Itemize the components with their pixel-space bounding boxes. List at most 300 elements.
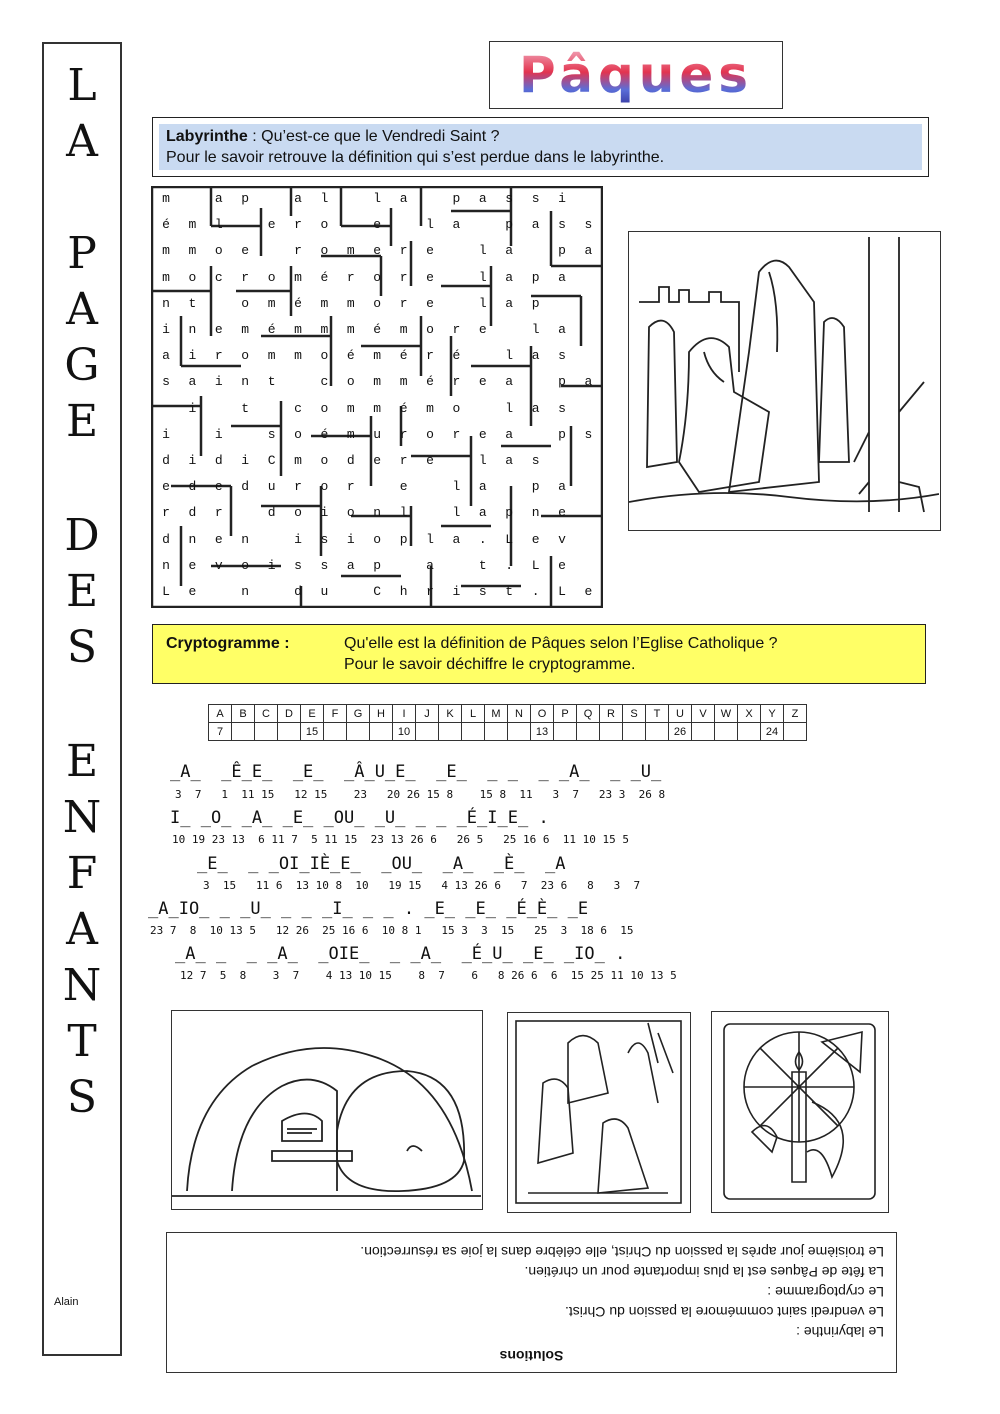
maze-letter: l xyxy=(478,295,487,311)
maze-letter: p xyxy=(399,531,408,547)
maze-letter: p xyxy=(558,243,566,259)
key-letter-cell: H xyxy=(370,705,393,723)
maze-letter: a xyxy=(399,191,408,206)
illustration-women-at-tomb xyxy=(507,1012,691,1213)
maze-letter: a xyxy=(452,531,461,547)
maze-letter: a xyxy=(505,374,514,390)
crypto-line-1-numbers: 3 7 1 11 15 12 15 23 20 26 15 8 15 8 11 3 7 23 3 26 8 xyxy=(175,788,666,801)
maze-letter: m xyxy=(267,295,276,311)
maze-letter: s xyxy=(584,217,593,233)
key-number-cell[interactable] xyxy=(485,723,508,741)
sidebar-letter: L xyxy=(67,60,97,111)
maze-letter: c xyxy=(320,374,329,390)
maze-letter: é xyxy=(399,400,408,416)
maze-letter: p xyxy=(452,191,461,206)
maze-letter: e xyxy=(558,505,566,521)
maze-letter: m xyxy=(320,295,329,311)
maze-letter: o xyxy=(241,557,250,573)
maze-letter: e xyxy=(373,217,382,233)
maze-letter: m xyxy=(294,348,302,364)
maze-letter: r xyxy=(399,426,408,442)
maze-letter: m xyxy=(241,322,250,337)
maze-letter: e xyxy=(399,479,408,495)
author-name: Alain xyxy=(54,1296,79,1308)
sidebar-letter: P xyxy=(67,228,97,279)
key-letter-cell: N xyxy=(508,705,531,723)
maze-letter: r xyxy=(426,584,434,599)
key-numbers-row xyxy=(209,723,807,741)
maze-letter: m xyxy=(162,243,170,259)
maze-letter: a xyxy=(452,217,461,233)
page-title-box xyxy=(489,41,783,109)
key-letter-cell: G xyxy=(347,705,370,723)
key-number-cell[interactable]: 13 xyxy=(531,723,554,741)
key-letter-cell: T xyxy=(646,705,669,723)
maze-letter: e xyxy=(426,453,434,468)
key-number-cell[interactable] xyxy=(439,723,462,741)
solutions-title: Solutions xyxy=(499,1348,564,1364)
maze-letter: m xyxy=(294,453,302,468)
maze-letter: m xyxy=(346,426,355,442)
key-number-cell[interactable] xyxy=(232,723,255,741)
maze-letter: a xyxy=(584,374,593,390)
maze-letter: n xyxy=(241,374,250,390)
maze-letter: p xyxy=(373,557,382,573)
maze-letter: a xyxy=(505,426,514,442)
maze-letter: s xyxy=(531,453,540,468)
maze-letter: l xyxy=(478,243,487,259)
maze-letter: d xyxy=(214,453,223,468)
maze-letter: é xyxy=(399,348,408,364)
key-letter-cell: Y xyxy=(761,705,784,723)
maze-letter: i xyxy=(241,453,250,468)
maze-letter: l xyxy=(452,505,461,521)
maze-letter: é xyxy=(452,348,461,364)
key-number-cell[interactable] xyxy=(370,723,393,741)
maze-letter: m xyxy=(294,322,302,337)
maze-letter: n xyxy=(241,584,250,599)
maze-letter: e xyxy=(267,217,276,233)
maze-letter: d xyxy=(267,505,276,521)
maze-letter: m xyxy=(188,217,197,233)
key-number-cell[interactable] xyxy=(715,723,738,741)
maze-letter: a xyxy=(558,479,566,495)
maze-letter: o xyxy=(426,426,434,442)
sidebar-letter: A xyxy=(66,116,98,167)
maze-letter: p xyxy=(505,505,514,521)
maze-letter: r xyxy=(294,479,302,495)
key-letter-cell: J xyxy=(416,705,439,723)
key-number-cell[interactable] xyxy=(623,723,646,741)
maze-letter: r xyxy=(294,217,302,233)
maze-letter: o xyxy=(320,243,329,259)
crypto-line-3-numbers: 3 15 11 6 13 10 8 10 19 15 4 13 26 6 7 23 6 8 3 7 xyxy=(203,879,641,892)
maze-letter: i xyxy=(558,191,566,206)
maze-letter: o xyxy=(373,531,382,547)
key-number-cell[interactable] xyxy=(784,723,807,741)
maze-letter: a xyxy=(478,191,487,206)
maze-letter: e xyxy=(531,531,540,547)
sidebar-letter: G xyxy=(64,340,100,391)
maze-letter: é xyxy=(294,295,302,311)
maze-letter: m xyxy=(346,243,355,259)
maze-letter: a xyxy=(558,322,566,337)
solution-line: La fête de Pâques est la plus importante pour un chrétien. xyxy=(524,1264,884,1280)
key-number-cell[interactable] xyxy=(508,723,531,741)
labyrinth-header xyxy=(152,117,929,177)
maze-letter: r xyxy=(294,243,302,259)
key-number-cell[interactable]: 10 xyxy=(393,723,416,741)
maze-letter: r xyxy=(426,348,434,364)
key-letter-cell: C xyxy=(255,705,278,723)
maze-letter: d xyxy=(188,505,197,521)
crypto-line-5-numbers: 12 7 5 8 3 7 4 13 10 15 8 7 6 8 26 6 6 15 25 11 10 13 5 xyxy=(180,969,677,982)
maze-letter: s xyxy=(294,557,302,573)
cryptogram-label: Cryptogramme : xyxy=(166,635,290,652)
illustration-paschal-candle xyxy=(711,1011,889,1213)
key-letter-cell: M xyxy=(485,705,508,723)
maze-letter: l xyxy=(452,479,461,495)
key-number-cell[interactable] xyxy=(462,723,485,741)
maze-letter: o xyxy=(346,374,355,390)
key-number-cell[interactable] xyxy=(577,723,600,741)
maze-letter: m xyxy=(267,348,276,364)
maze-letter: d xyxy=(294,584,302,599)
key-letter-cell: R xyxy=(600,705,623,723)
key-letter-cell: E xyxy=(301,705,324,723)
maze-letter: n xyxy=(162,295,170,311)
maze-letter: u xyxy=(267,479,276,495)
maze-letter: t xyxy=(478,557,487,573)
maze-letter: o xyxy=(320,400,329,416)
sidebar-letter: A xyxy=(66,904,98,955)
key-letter-cell: B xyxy=(232,705,255,723)
solutions-box xyxy=(166,1232,897,1373)
maze-letter: m xyxy=(346,295,355,311)
maze-letter: p xyxy=(558,374,566,390)
maze-letter: r xyxy=(452,322,461,337)
maze-letter: m xyxy=(399,322,408,337)
maze-letter: n xyxy=(241,531,250,547)
key-number-cell[interactable] xyxy=(278,723,301,741)
key-number-cell[interactable] xyxy=(324,723,347,741)
maze-letter: o xyxy=(320,453,329,468)
maze-letter: l xyxy=(426,217,434,233)
key-letter-cell: I xyxy=(393,705,416,723)
maze-letter: o xyxy=(320,348,329,364)
maze-letter: p xyxy=(531,479,540,495)
maze-letter: é xyxy=(320,426,329,442)
maze-letter: e xyxy=(426,295,434,311)
maze-letter: r xyxy=(399,453,408,468)
maze-letter: l xyxy=(320,191,329,206)
maze-letter: m xyxy=(373,400,382,416)
maze-letter: l xyxy=(531,322,540,337)
key-number-cell[interactable]: 26 xyxy=(669,723,692,741)
maze-letter: a xyxy=(505,243,514,259)
maze-letter: i xyxy=(214,426,223,442)
sidebar-letter: S xyxy=(66,622,98,673)
maze-letter: e xyxy=(558,557,566,573)
key-letter-cell: O xyxy=(531,705,554,723)
maze-letter: a xyxy=(478,505,487,521)
maze-letter: a xyxy=(531,217,540,233)
maze-letter: e xyxy=(241,243,250,259)
maze-letter: m xyxy=(320,322,329,337)
maze-letter: é xyxy=(426,374,434,390)
maze-letter: r xyxy=(162,505,170,521)
maze-letter: p xyxy=(241,191,250,206)
crypto-line-5-letters: _A_ _ _ _A_ _OIE_ _ _A_ _É_U_ _E_ _IO_ . xyxy=(175,944,626,964)
maze-letter: L xyxy=(162,584,170,599)
maze-letter: r xyxy=(346,479,355,495)
maze-letter: a xyxy=(558,269,566,285)
maze-letter: . xyxy=(505,557,514,573)
solution-line: Le labyrinthe : xyxy=(796,1324,884,1340)
maze-letter: d xyxy=(346,453,355,468)
maze-letter: t xyxy=(505,584,514,599)
labyrinth-label: Labyrinthe xyxy=(166,128,248,145)
cryptogram-header xyxy=(152,624,926,684)
maze-letter: m xyxy=(162,191,170,206)
labyrinth-instruction: Pour le savoir retrouve la définition qui s’est perdue dans le labyrinthe. xyxy=(166,149,665,166)
maze-letter: t xyxy=(241,400,250,416)
key-letter-cell: V xyxy=(692,705,715,723)
maze-letter: e xyxy=(426,269,434,285)
sidebar-letter: E xyxy=(65,736,99,787)
maze-letter: s xyxy=(558,217,566,233)
key-number-cell[interactable] xyxy=(255,723,278,741)
maze-letter: C xyxy=(373,584,382,599)
maze-letter: o xyxy=(320,217,329,233)
maze-letter: a xyxy=(505,453,514,468)
maze-letter: l xyxy=(478,269,487,285)
maze-letter: a xyxy=(294,191,302,206)
crypto-line-2-numbers: 10 19 23 13 6 11 7 5 11 15 23 13 26 6 26 5 25 16 6 11 10 15 5 xyxy=(172,833,629,846)
key-letter-cell: X xyxy=(738,705,761,723)
maze-letter: i xyxy=(452,584,461,599)
key-letter-cell: S xyxy=(623,705,646,723)
maze-letter: e xyxy=(373,243,382,259)
maze-letter: i xyxy=(188,400,197,416)
maze-letter: o xyxy=(373,269,382,285)
maze-letter: i xyxy=(267,557,276,573)
maze-letter: o xyxy=(241,348,250,364)
key-number-cell[interactable] xyxy=(646,723,669,741)
sidebar-letter: D xyxy=(64,510,100,561)
key-letter-cell: P xyxy=(554,705,577,723)
maze-letter: e xyxy=(478,322,487,337)
key-letter-cell: Z xyxy=(784,705,807,723)
maze-letter: e xyxy=(584,584,593,599)
key-letters-row xyxy=(209,705,807,723)
maze-letter: p xyxy=(505,217,514,233)
maze-letter: a xyxy=(162,348,170,364)
maze-letter: n xyxy=(373,505,382,521)
maze-letter: o xyxy=(294,426,302,442)
maze-letter: e xyxy=(373,453,382,468)
maze-letter: . xyxy=(478,531,487,547)
maze-letter: t xyxy=(188,295,197,311)
key-number-cell[interactable] xyxy=(738,723,761,741)
maze-letter: i xyxy=(162,322,170,337)
maze-letter: c xyxy=(294,400,302,416)
crypto-line-2-letters: I_ _O_ _A_ _E_ _OU_ _U_ _ _ _É_I_E_ . xyxy=(170,808,549,828)
tomb-drawing xyxy=(172,1011,481,1208)
key-letter-cell: Q xyxy=(577,705,600,723)
maze-letter: e xyxy=(214,322,223,337)
sidebar-title-frame xyxy=(42,42,122,1356)
maze-letter: d xyxy=(162,531,170,547)
maze-letter: s xyxy=(267,426,276,442)
key-letter-cell: L xyxy=(462,705,485,723)
sidebar-letter: F xyxy=(66,848,98,899)
maze-letter: l xyxy=(214,217,223,233)
maze-letter: m xyxy=(346,322,355,337)
maze-letter: L xyxy=(558,584,566,599)
maze-letter: a xyxy=(505,295,514,311)
maze-letter: o xyxy=(452,400,461,416)
maze-letter: a xyxy=(214,191,223,206)
labyrinth-question: : Qu’est-ce que le Vendredi Saint ? xyxy=(247,128,500,145)
maze-letter: e xyxy=(188,584,197,599)
solution-line: Le cryptogramme : xyxy=(767,1284,884,1300)
maze-letter: L xyxy=(505,531,514,547)
maze-letter: i xyxy=(294,531,302,547)
page-title: Pâques xyxy=(490,46,782,104)
maze-letter: d xyxy=(241,479,250,495)
maze-letter: v xyxy=(558,531,566,547)
maze-letter: m xyxy=(162,269,170,285)
maze-letter: é xyxy=(346,348,355,364)
solution-line: Le troisième jour après la passion du Christ, elle célèbre dans la joie sa résurrection. xyxy=(360,1244,884,1260)
maze-letter: é xyxy=(373,322,382,337)
maze-letter: l xyxy=(505,400,514,416)
maze-letter: o xyxy=(241,295,250,311)
maze-letter: u xyxy=(320,584,329,599)
maze-letter: s xyxy=(162,374,170,390)
crypto-line-4-letters: _A_IO_ _ _U_ _ _ _I_ _ _ . _E_ _E_ _É_È_ _E xyxy=(148,899,589,919)
maze-letter: s xyxy=(478,584,487,599)
maze-letter: p xyxy=(531,269,540,285)
key-letter-cell: F xyxy=(324,705,347,723)
maze-letter: e xyxy=(478,426,487,442)
maze-letter: r xyxy=(399,243,408,259)
maze-letter: l xyxy=(399,505,408,521)
maze-letter: o xyxy=(320,479,329,495)
maze-letter: i xyxy=(320,505,329,521)
maze-letter: s xyxy=(584,426,593,442)
maze-letter: a xyxy=(531,400,540,416)
maze-letter: n xyxy=(162,557,170,573)
key-letter-cell: A xyxy=(209,705,232,723)
cryptogram-instruction: Pour le savoir déchiffre le cryptogramme. xyxy=(344,656,636,673)
maze-letter: e xyxy=(214,531,223,547)
maze-letter: m xyxy=(426,400,434,416)
maze-letter: m xyxy=(294,269,302,285)
maze-letter: d xyxy=(162,453,170,468)
sidebar-letter: T xyxy=(67,1016,97,1067)
maze-letter: o xyxy=(346,505,355,521)
maze-letter: o xyxy=(373,295,382,311)
maze-letter: a xyxy=(478,479,487,495)
key-letter-cell: W xyxy=(715,705,738,723)
maze-letter: d xyxy=(188,479,197,495)
crypto-line-3-letters: _E_ _ _OI_IÈ_E_ _OU_ _A_ _È_ _A xyxy=(197,854,566,874)
maze-letter: o xyxy=(214,243,223,259)
maze-letter: s xyxy=(558,348,566,364)
maze-letter: a xyxy=(505,269,514,285)
maze-letter: s xyxy=(505,191,514,206)
maze-letter: t xyxy=(267,374,276,390)
maze-letter: r xyxy=(214,505,223,521)
maze-letter: l xyxy=(478,453,487,468)
maze-letter: r xyxy=(399,269,408,285)
key-number-cell[interactable] xyxy=(554,723,577,741)
maze-letter: a xyxy=(426,557,434,573)
key-number-cell[interactable]: 24 xyxy=(761,723,784,741)
maze-letter: r xyxy=(452,426,461,442)
maze-letter: u xyxy=(373,426,382,442)
maze-letter: h xyxy=(399,584,408,599)
maze-letter: l xyxy=(426,531,434,547)
maze-letter: r xyxy=(214,348,223,364)
maze-letter: n xyxy=(188,531,197,547)
maze-letter: c xyxy=(214,269,223,285)
maze-letter: r xyxy=(241,269,250,285)
maze-letter: C xyxy=(267,453,276,468)
maze-letter: p xyxy=(558,426,566,442)
maze-letter: n xyxy=(531,505,540,521)
maze-letter: s xyxy=(531,191,540,206)
key-number-cell[interactable] xyxy=(692,723,715,741)
sidebar-letter: E xyxy=(65,566,99,617)
maze-letter: m xyxy=(346,400,355,416)
key-number-cell[interactable]: 7 xyxy=(209,723,232,741)
maze-letter: e xyxy=(478,374,487,390)
maze-letter: e xyxy=(162,479,170,495)
key-number-cell[interactable] xyxy=(600,723,623,741)
maze-letter: m xyxy=(373,348,382,364)
maze-letter: o xyxy=(267,269,276,285)
maze-letter: o xyxy=(294,505,302,521)
maze-letter: p xyxy=(531,295,540,311)
maze-letter: a xyxy=(531,348,540,364)
maze-letter: . xyxy=(531,584,540,599)
key-letter-cell: D xyxy=(278,705,301,723)
solution-line: Le vendredi saint commémore la passion du Christ. xyxy=(564,1304,884,1320)
sidebar-letter: N xyxy=(62,792,102,843)
calvary-drawing xyxy=(629,232,939,529)
maze-letter: s xyxy=(320,531,329,547)
maze-letter: é xyxy=(320,269,329,285)
maze-letter: r xyxy=(399,295,408,311)
illustration-women-at-calvary xyxy=(628,231,941,531)
maze-letter: o xyxy=(426,322,434,337)
key-number-cell[interactable] xyxy=(347,723,370,741)
maze-letter: i xyxy=(188,348,197,364)
maze-letter: é xyxy=(162,217,170,233)
crypto-line-4-numbers: 23 7 8 10 13 5 12 26 25 16 6 10 8 1 15 3 3 15 25 3 18 6 15 xyxy=(150,924,634,937)
maze-letter: i xyxy=(162,426,170,442)
sidebar-letter: A xyxy=(66,284,98,335)
key-number-cell[interactable] xyxy=(416,723,439,741)
maze-letter: e xyxy=(214,479,223,495)
maze-letter: m xyxy=(188,243,197,259)
maze-letter: i xyxy=(346,531,355,547)
key-number-cell[interactable]: 15 xyxy=(301,723,324,741)
maze-letter: a xyxy=(584,243,593,259)
